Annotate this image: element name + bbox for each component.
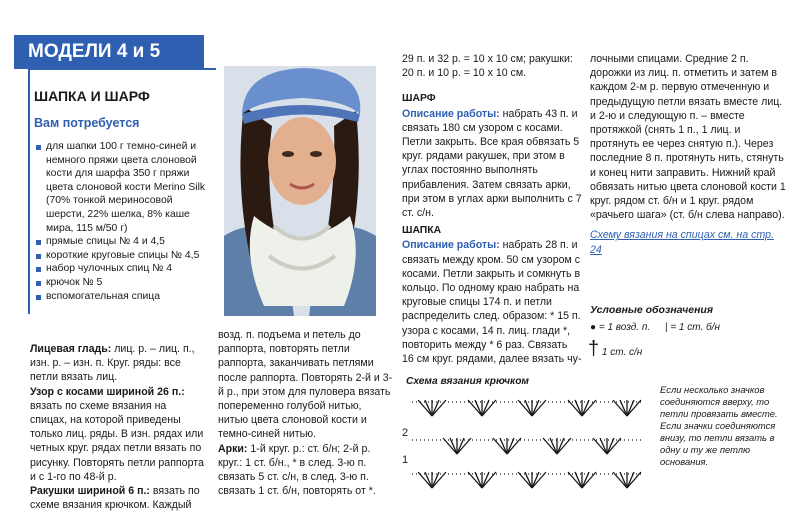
- para-shells-cont: возд. п. подъема и петель до раппорта, повторять петли раппорта, заканчивать петлями после раппорта. Повторять 2-й и 3-й р., при этом для пуловера вязать попеременно голубой нитью, нитью цвета слоновой кости и темно-синей нитью.: [218, 329, 393, 441]
- materials-heading: Вам потребуется: [34, 116, 140, 130]
- para-cable-pattern: Узор с косами шириной 26 п.: вязать по схеме вязания на спицах, на которой приведены только лиц. ряды. В изн. рядах или четных круг. рядах петли вязать по рисунку. Повторять петли раппорта и с 1-го по 48-й р.: [30, 385, 204, 483]
- double-crochet-icon: †: [588, 338, 600, 360]
- project-title: ШАПКА И ШАРФ: [34, 88, 150, 104]
- model-photo: [224, 66, 376, 316]
- hat-heading: ШАПКА: [402, 225, 442, 237]
- chart-row-label-2: 2: [402, 427, 409, 439]
- gauge-line-2: 20 п. и 10 р. = 10 x 10 см.: [402, 67, 527, 80]
- column-3: [402, 52, 582, 366]
- material-item: короткие круговые спицы № 4,5: [34, 249, 212, 263]
- legend-heading: Условные обозначения: [590, 304, 714, 316]
- gauge-line-1: 29 п. и 32 р. = 10 x 10 см; ракушки:: [402, 53, 573, 65]
- para-shells: Ракушки шириной 6 п.: вязать по схеме вязания крючком. Каждый: [30, 485, 200, 512]
- material-item: для шапки 100 г темно-синей и немного пряжи цвета слоновой кости для шарфа 350 г пряжи цвета слоновой кости Merino Silk (70% тонкой мериносовой шерсти, 22% шелка, 8% каше мира, 115 м/50 г): [34, 140, 212, 235]
- column-2: [218, 328, 394, 498]
- scarf-heading: ШАРФ: [402, 93, 436, 105]
- chart-row-label-1: 1: [402, 454, 409, 466]
- crochet-chart: [412, 392, 642, 492]
- para-stockinette: Лицевая гладь: лиц. р. – лиц. п., изн. р. – изн. п. Круг. ряды: все петли вязать лиц.: [30, 343, 195, 384]
- legend-row-1: ● = 1 возд. п. | = 1 ст. б/н: [590, 322, 720, 333]
- hat-instructions-cont: лочными спицами. Средние 2 п. дорожки из лиц. п. отметить и затем в каждом 2-м р. первую отмеченную и предыдущую петли вязать вместе лиц. и 2-ю и следующую п. – вместе протяжкой (снять 1 п., 1 лиц. и протянуть ее через снятую п.). Через последние 8 п. протянуть нить, стянуть и конец нити заправить. Нижний край обвязать нитью цвета слоновой кости 1 круг. рядом ст. б/н и 1 круг. рядом «рачьего шага» (ст. б/н слева направо).: [590, 53, 786, 222]
- scarf-instructions: Описание работы: набрать 43 п. и связать 180 см узором с косами. Петли закрыть. Все края обвязать 5 круг. рядами ракушек, при этом в углах постоянно выполнять прибавления. Затем связать арки, при этом в углах арки выполнить с 7 ст. с/н.: [402, 107, 582, 220]
- hat-instructions: Описание работы: набрать 28 п. и связать между кром. 50 см узором с косами. Петли закрыть и сомкнуть в кольцо. По одному краю набрать на круговые спицы 174 п. и петли распределить след. образом: * 15 п. узора с косами, 14 п. лиц. глади *, повторить между * 6 раз. Связать 16 см круг. рядами, далее вязать чу-: [402, 239, 582, 366]
- material-item: крючок № 5: [34, 276, 212, 290]
- material-item: вспомогательная спица: [34, 290, 212, 304]
- legend-row-2: † 1 ст. с/н: [588, 338, 643, 360]
- column-1: [30, 342, 206, 512]
- single-crochet-icon: |: [664, 322, 668, 333]
- crochet-chart-title: Схема вязания крючком: [406, 376, 529, 387]
- materials-list: [34, 140, 212, 303]
- chart-note: Если несколько значков соединяются вверху, то петли провязать вместе. Если значки соединяются внизу, то петли вязать в одну и ту же петлю основания.: [660, 384, 778, 467]
- section-banner: МОДЕЛИ 4 и 5: [14, 35, 204, 69]
- para-arches: Арки: 1-й круг. р.: ст. б/н; 2-й р. круг.: 1 ст. б/н., * в след. 3-ю п. связать 5 ст. с/н, в след. 3-ю п. связать 1 ст. б/н, повторять от *.: [218, 442, 376, 498]
- material-item: прямые спицы № 4 и 4,5: [34, 235, 212, 249]
- column-4: [590, 52, 786, 257]
- material-item: набор чулочных спиц № 4: [34, 262, 212, 276]
- chain-stitch-icon: ●: [590, 322, 597, 333]
- chart-reference-link[interactable]: Схему вязания на спицах см. на стр. 24: [590, 229, 774, 256]
